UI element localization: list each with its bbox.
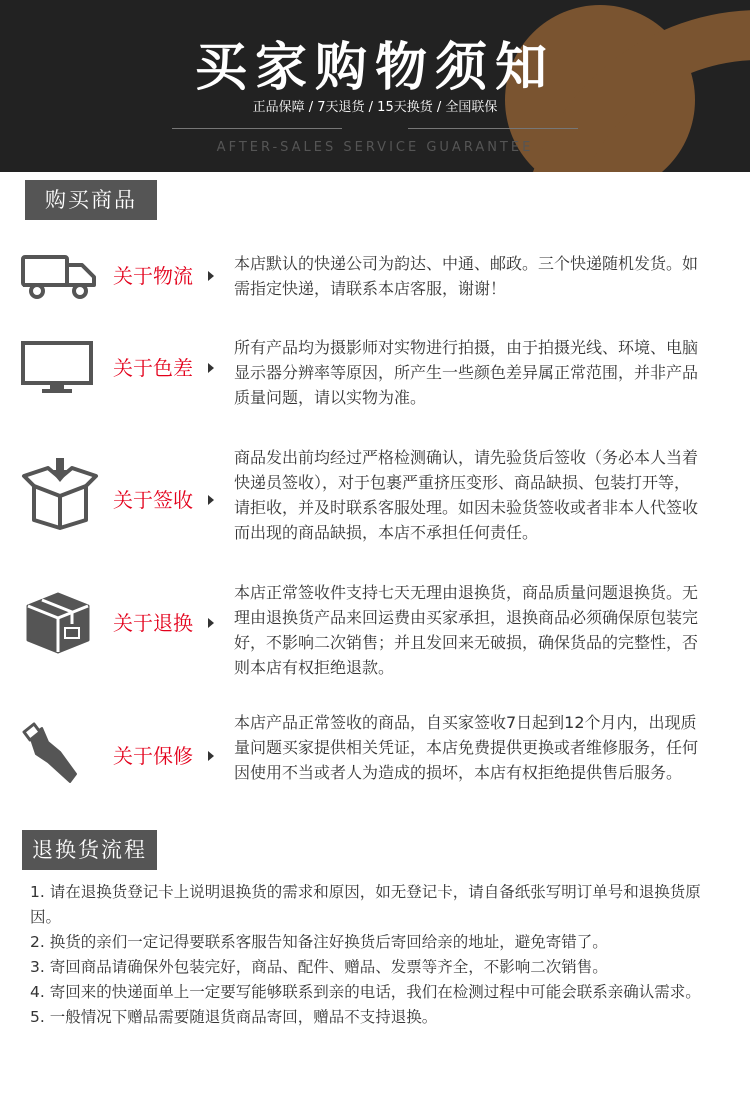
row-text: 本店默认的快递公司为韵达、中通、邮政。三个快递随机发货。如需指定快递，请联系本店客服，谢谢！ <box>234 254 699 298</box>
row-label: 关于保修 <box>113 744 193 768</box>
arrow-right-icon <box>208 751 214 761</box>
row-text: 本店正常签收件支持七天无理由退换货，商品质量问题退换货。无理由退换货产品来回运费由买家承担，退换商品必须确保原包装完好，不影响二次销售；并且发回来无破损，确保货品的完整性，否则本店有权拒绝退款。 <box>234 583 699 677</box>
info-row-color <box>0 330 750 430</box>
arrow-right-icon <box>208 271 214 281</box>
process-step: 2. 换货的亲们一定记得要联系客服告知备注好换货后寄回给亲的地址，避免寄错了。 <box>30 933 608 951</box>
info-row-returns <box>0 580 750 690</box>
header-banner <box>0 0 750 172</box>
row-label: 关于签收 <box>113 488 193 512</box>
row-label: 关于退换 <box>113 611 193 635</box>
divider-left <box>172 128 342 129</box>
info-row-warranty <box>0 710 750 810</box>
package-icon <box>20 590 96 656</box>
process-step: 1. 请在退换货登记卡上说明退换货的需求和原因，如无登记卡，请自备纸张写明订单号和退换货原因。 <box>30 883 701 926</box>
row-text: 所有产品均为摄影师对实物进行拍摄，由于拍摄光线、环境、电脑显示器分辨率等原因，所产生一些颜色差异属正常范围，并非产品质量问题，请以实物为准。 <box>234 338 699 407</box>
english-tagline: AFTER-SALES SERVICE GUARANTEE <box>216 140 534 155</box>
guarantee-subtitle: 正品保障 / 7天退货 / 15天换货 / 全国联保 <box>252 100 498 115</box>
row-label: 关于物流 <box>113 264 193 288</box>
wrench-icon <box>20 722 90 788</box>
section-heading-purchase: 购买商品 <box>25 180 157 220</box>
arrow-right-icon <box>208 363 214 373</box>
process-step: 5. 一般情况下赠品需要随退货商品寄回，赠品不支持退换。 <box>30 1008 438 1026</box>
info-row-logistics <box>0 245 750 315</box>
page-title: 买家购物须知 <box>194 38 555 98</box>
arrow-right-icon <box>208 618 214 628</box>
divider-right <box>408 128 578 129</box>
row-text: 商品发出前均经过严格检测确认，请先验货后签收（务必本人当着快递员签收），对于包裹严重挤压变形、商品缺损、包装打开等，请拒收，并及时联系客服处理。如因未验货签收或者非本人代签收而出现的商品缺损，本店不承担任何责任。 <box>234 448 699 542</box>
process-step: 4. 寄回来的快递面单上一定要写能够联系到亲的电话，我们在检测过程中可能会联系亲确认需求。 <box>30 983 701 1001</box>
open-box-icon <box>20 458 100 530</box>
section-heading-returns: 退换货流程 <box>22 830 157 870</box>
row-text: 本店产品正常签收的商品，自买家签收7日起到12个月内，出现质量问题买家提供相关凭证，本店免费提供更换或者维修服务，任何因使用不当或者人为造成的损坏，本店有权拒绝提供售后服务。 <box>234 713 699 782</box>
return-process-list <box>30 880 720 1030</box>
process-step: 3. 寄回商品请确保外包装完好，商品、配件、赠品、发票等齐全，不影响二次销售。 <box>30 958 608 976</box>
monitor-icon <box>20 340 96 396</box>
row-label: 关于色差 <box>113 356 193 380</box>
info-row-signing <box>0 443 750 568</box>
truck-icon <box>20 253 100 301</box>
arrow-right-icon <box>208 495 214 505</box>
